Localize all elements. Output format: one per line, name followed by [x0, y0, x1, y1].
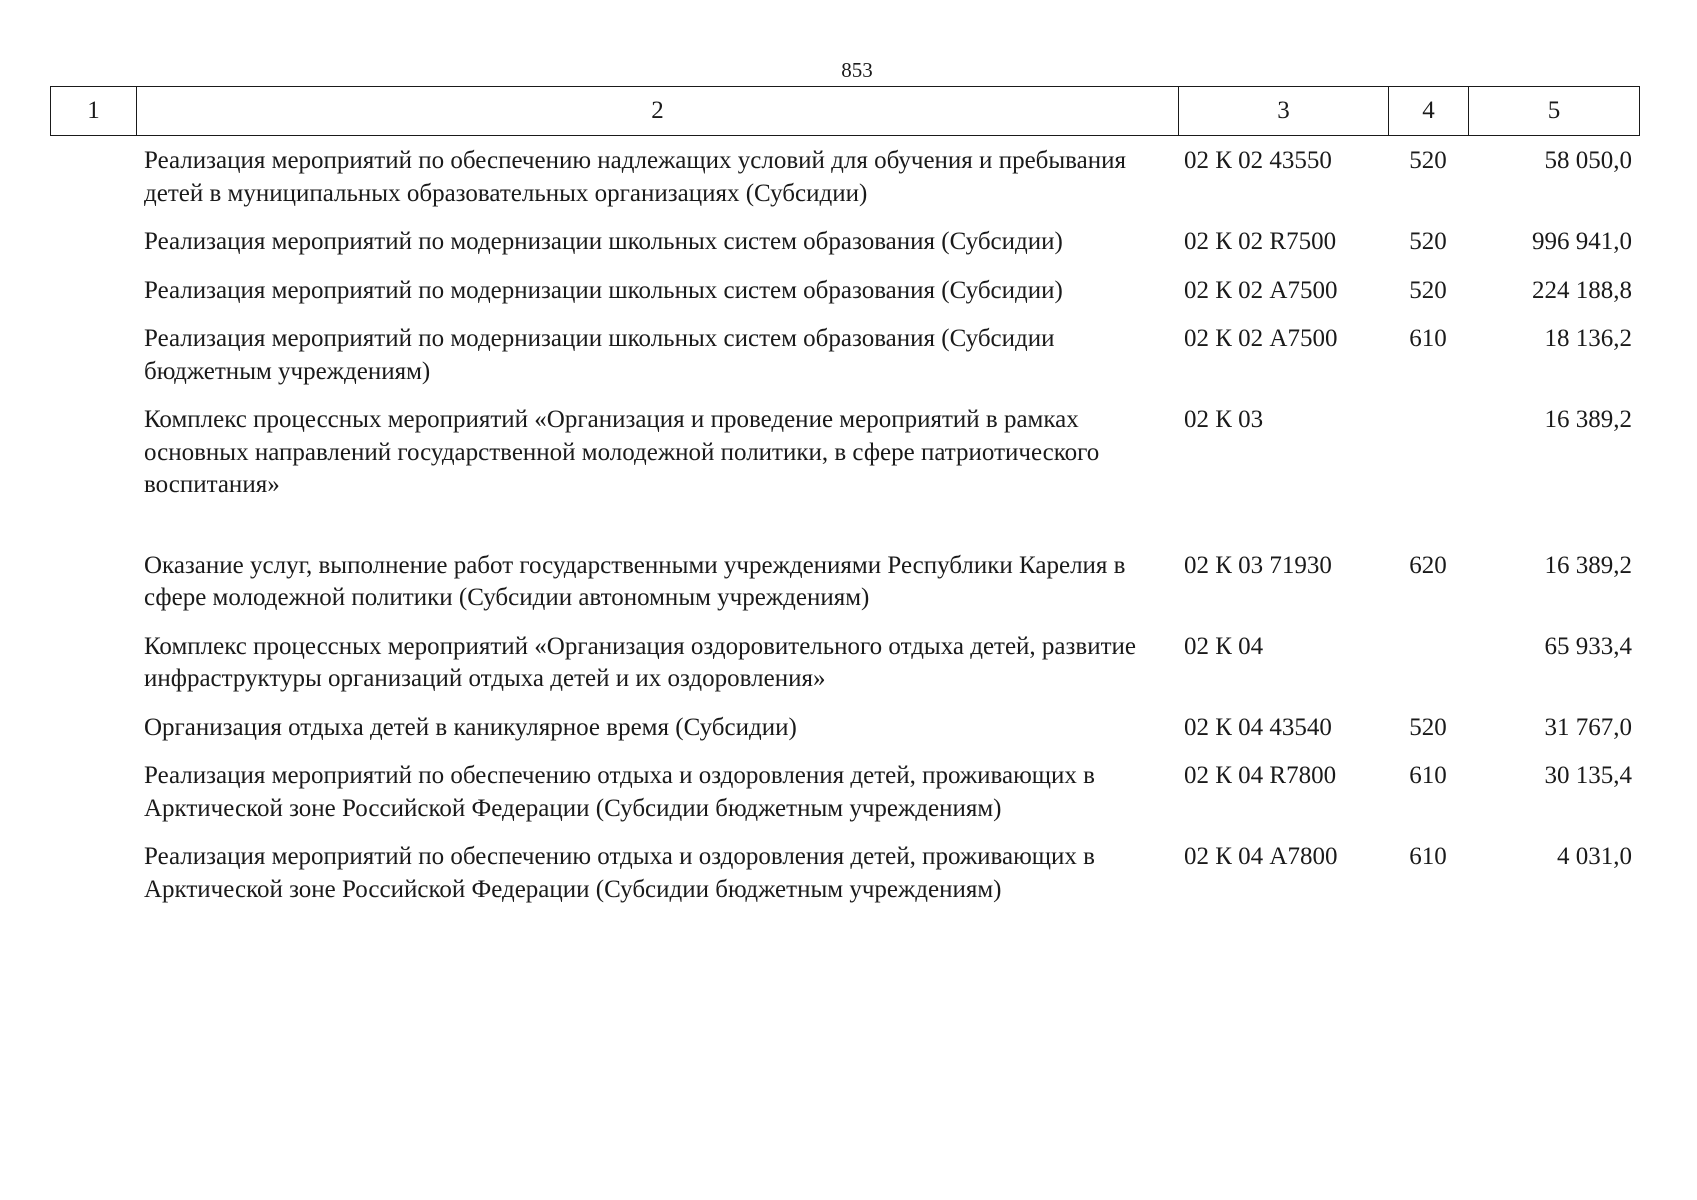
row-number-cell — [50, 145, 136, 210]
row-amount: 31 767,0 — [1544, 713, 1632, 741]
row-code: 02 К 04 А7800 — [1184, 843, 1338, 870]
row-type: 610 — [1409, 762, 1447, 789]
row-type: 610 — [1409, 325, 1447, 352]
row-description: Реализация мероприятий по модернизации школьных систем образования (Субсидии) — [144, 228, 1063, 255]
row-amount: 996 941,0 — [1532, 228, 1632, 255]
table-row — [50, 226, 1640, 259]
row-number-cell — [50, 841, 136, 906]
row-type: 620 — [1409, 551, 1447, 579]
row-code: 02 К 04 — [1184, 632, 1264, 660]
row-amount: 16 389,2 — [1544, 406, 1632, 433]
page-number: 853 — [841, 58, 873, 82]
header-col-4: 4 — [1389, 87, 1469, 135]
table-row — [50, 631, 1640, 696]
row-description: Оказание услуг, выполнение работ государственными учреждениями Республики Карелия в сфере молодежной политики (Субсидии автономным учреждениям) — [144, 551, 1126, 611]
row-number-cell — [50, 404, 136, 502]
row-type: 520 — [1409, 228, 1447, 255]
row-code: 02 К 04 R7800 — [1184, 762, 1337, 789]
header-col-2: 2 — [137, 87, 1179, 135]
row-number-cell — [50, 550, 136, 615]
row-type — [1388, 404, 1468, 502]
table-row — [50, 404, 1640, 502]
row-description: Реализация мероприятий по обеспечению отдыха и оздоровления детей, проживающих в Арктической зоне Российской Федерации (Субсидии бюджетным учреждениям) — [144, 762, 1095, 822]
header-col-1: 1 — [51, 87, 137, 135]
table-row — [50, 550, 1640, 615]
row-description: Реализация мероприятий по обеспечению отдыха и оздоровления детей, проживающих в Арктической зоне Российской Федерации (Субсидии бюджетным учреждениям) — [144, 843, 1095, 903]
table-row — [50, 323, 1640, 388]
row-code: 02 К 02 43550 — [1184, 147, 1332, 174]
row-code: 02 К 03 71930 — [1184, 551, 1332, 579]
row-type: 520 — [1409, 276, 1447, 304]
row-number-cell — [50, 323, 136, 388]
table-row — [50, 145, 1640, 210]
table-body — [50, 145, 1640, 922]
row-number-cell — [50, 631, 136, 696]
row-number-cell — [50, 712, 136, 745]
row-description: Комплекс процессных мероприятий «Организация оздоровительного отдыха детей, развитие инфраструктуры организаций отдыха детей и их оздоровления» — [144, 632, 1136, 692]
row-code: 02 К 03 — [1184, 406, 1264, 433]
row-number-cell — [50, 226, 136, 259]
row-amount: 58 050,0 — [1544, 147, 1632, 174]
row-code: 02 К 02 А7500 — [1184, 276, 1338, 304]
table-row — [50, 275, 1640, 308]
row-amount: 224 188,8 — [1532, 276, 1632, 304]
row-amount: 65 933,4 — [1544, 632, 1632, 660]
row-type: 520 — [1409, 713, 1447, 741]
table-row — [50, 760, 1640, 825]
table-row — [50, 712, 1640, 745]
header-col-5: 5 — [1547, 97, 1561, 124]
row-code: 02 К 04 43540 — [1184, 713, 1332, 741]
row-description: Реализация мероприятий по модернизации школьных систем образования (Субсидии бюджетным учреждениям) — [144, 325, 1055, 385]
row-amount: 30 135,4 — [1544, 762, 1632, 789]
row-code: 02 К 02 А7500 — [1184, 325, 1338, 352]
row-description: Реализация мероприятий по модернизации школьных систем образования (Субсидии) — [144, 276, 1063, 304]
row-type — [1388, 631, 1468, 696]
row-number-cell — [50, 275, 136, 308]
table-header — [50, 86, 1640, 136]
row-amount: 4 031,0 — [1557, 843, 1632, 870]
row-description: Комплекс процессных мероприятий «Организация и проведение мероприятий в рамках основных направлений государственной молодежной политики, в сфере патриотического воспитания» — [144, 406, 1100, 498]
row-description: Организация отдыха детей в каникулярное время (Субсидии) — [144, 713, 797, 741]
row-description: Реализация мероприятий по обеспечению надлежащих условий для обучения и пребывания детей в муниципальных образовательных организациях (Субсидии) — [144, 147, 1127, 207]
row-amount: 18 136,2 — [1544, 325, 1632, 352]
row-type: 520 — [1409, 147, 1447, 174]
row-code: 02 К 02 R7500 — [1184, 228, 1337, 255]
row-amount: 16 389,2 — [1544, 551, 1632, 579]
row-number-cell — [50, 760, 136, 825]
header-col-3: 3 — [1179, 87, 1389, 135]
row-type: 610 — [1409, 843, 1447, 870]
table-row — [50, 841, 1640, 906]
